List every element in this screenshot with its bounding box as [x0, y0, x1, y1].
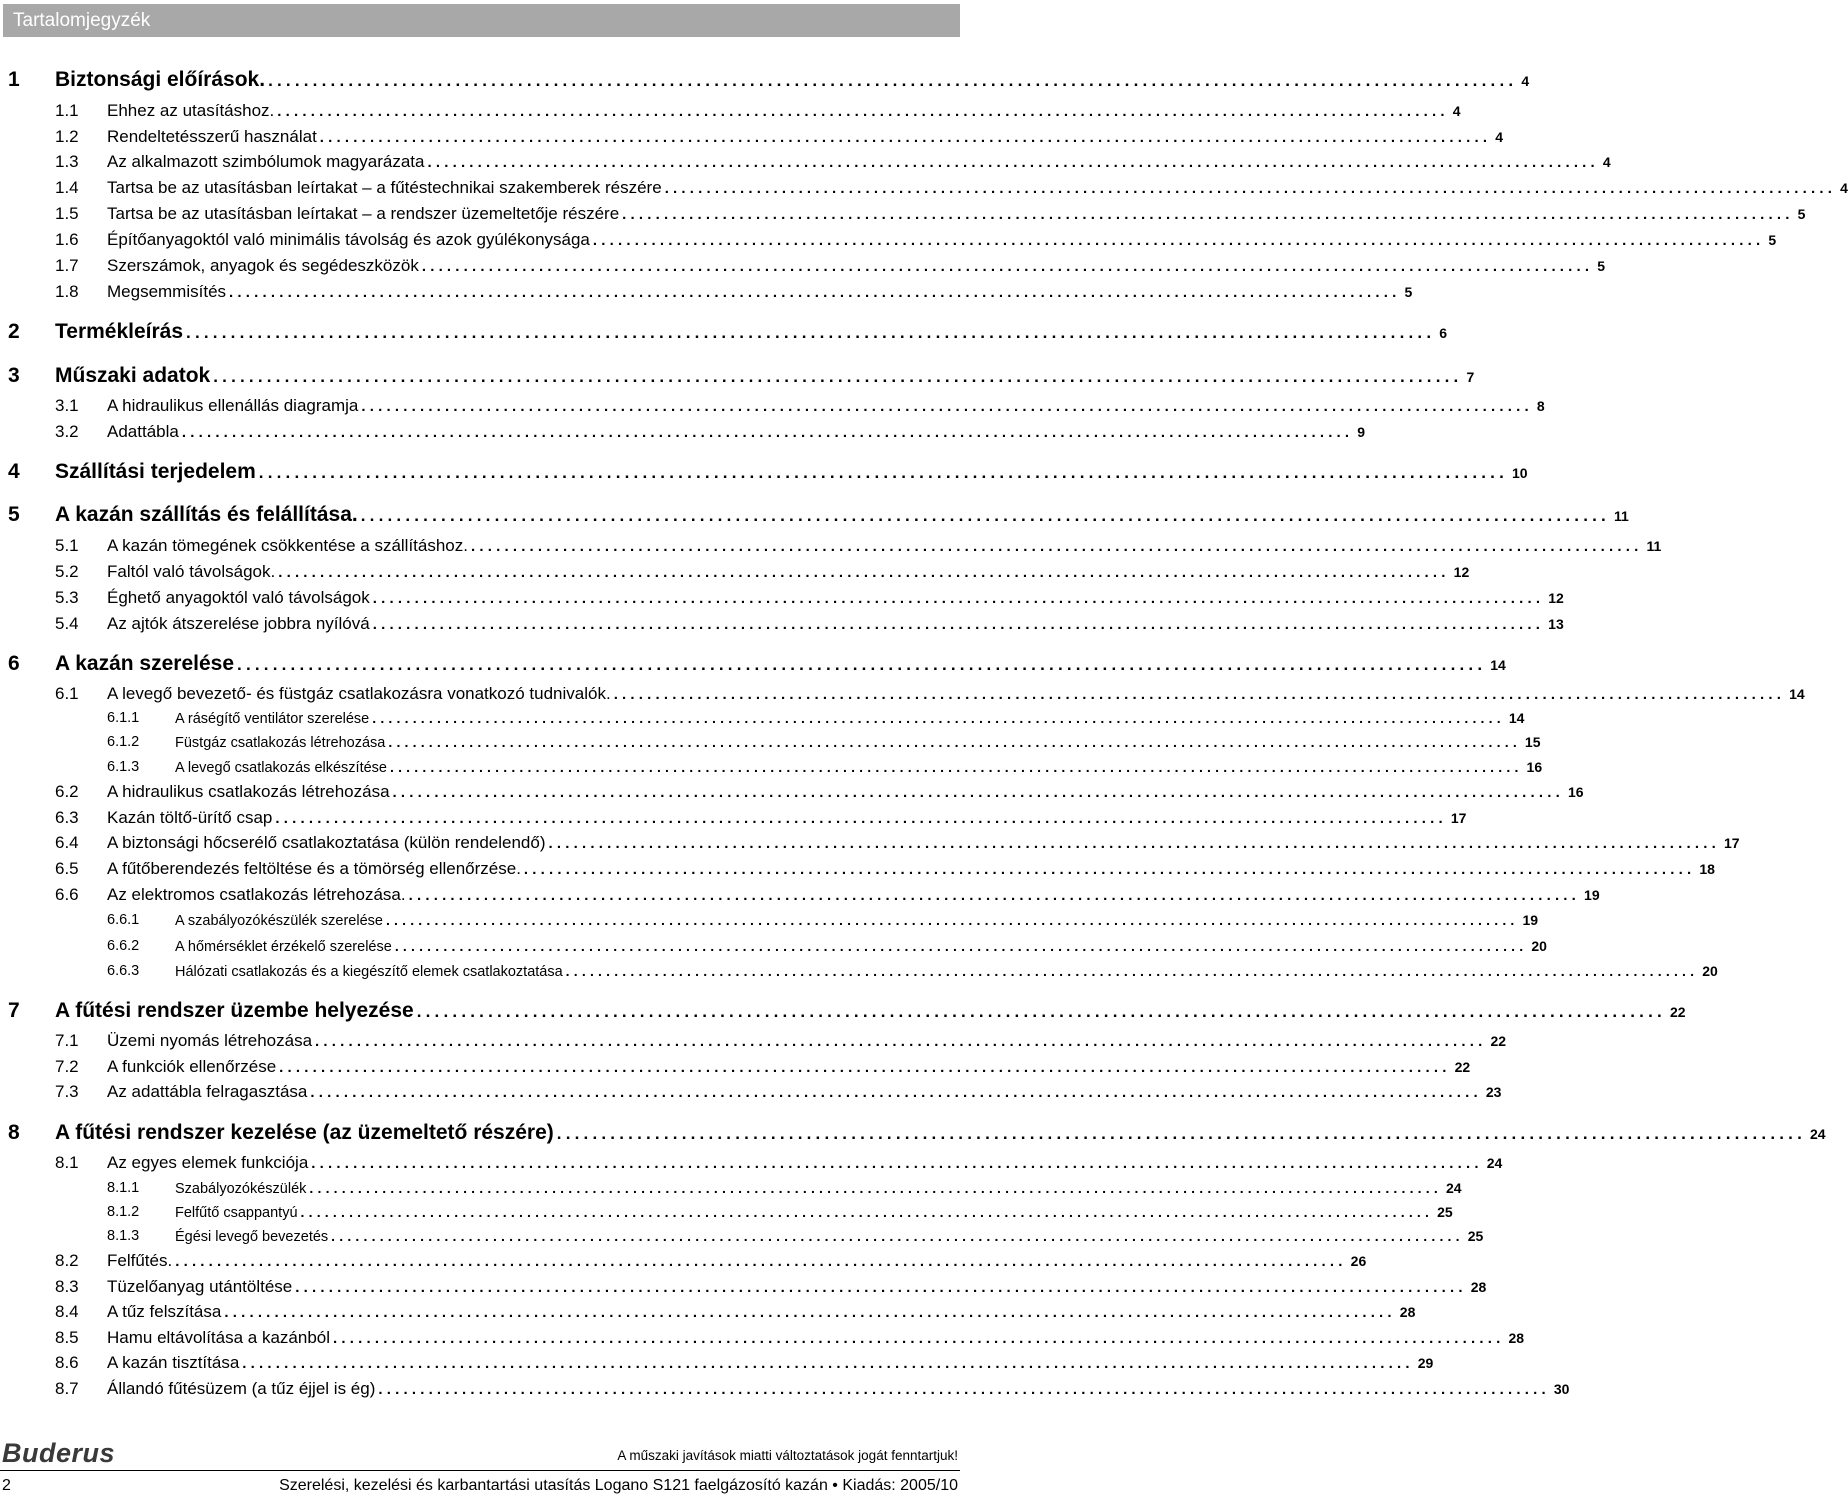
- toc-entry-page: 30: [1553, 1381, 1570, 1397]
- toc-entry-number: 6.1.2: [107, 734, 140, 750]
- toc-entry-title: A ráségítő ventilátor szerelése: [175, 711, 370, 727]
- toc-entry-number: 8.2: [55, 1251, 79, 1270]
- toc-entry[interactable]: [0, 1379, 1570, 1401]
- toc-entry[interactable]: [0, 282, 1413, 304]
- dot-leader: ............................................................................................................................................: [315, 1033, 1487, 1050]
- dot-leader: ............................................................................................................................................: [378, 1381, 1550, 1398]
- toc-entry-title: A biztonsági hőcserélő csatlakoztatása (külön rendelendő): [107, 833, 546, 852]
- footer-note: A műszaki javítások miatti változtatások jogát fenntartjuk!: [617, 1448, 958, 1463]
- toc-entry-title: A kazán szerelése: [55, 652, 235, 675]
- toc-entry-page: 17: [1450, 810, 1467, 826]
- toc-entry-number: 1.5: [55, 204, 79, 223]
- dot-leader: ............................................................................................................................................: [408, 887, 1581, 904]
- toc-entry[interactable]: [0, 152, 1611, 174]
- toc-entry-title: Füstgáz csatlakozás létrehozása: [175, 735, 386, 751]
- toc-entry-page: 22: [1490, 1033, 1507, 1049]
- toc-entry[interactable]: [0, 1121, 1826, 1147]
- toc-entry-number: 7.1: [55, 1031, 79, 1050]
- toc-entry-page: 22: [1669, 1004, 1686, 1020]
- toc-entry-title: A kazán szállítás és felállítása.: [55, 503, 358, 526]
- toc-entry[interactable]: [0, 1057, 1471, 1079]
- toc-entry[interactable]: [0, 859, 1715, 881]
- toc-entry-title: Ehhez az utasításhoz.: [107, 101, 275, 120]
- dot-leader: ............................................................................................................................................: [361, 398, 1533, 415]
- toc-entry[interactable]: [0, 885, 1600, 907]
- toc-entry-page: 4: [1452, 103, 1461, 119]
- dot-leader: ............................................................................................................................................: [319, 129, 1492, 146]
- toc-entry-title: A funkciók ellenőrzése: [107, 1057, 277, 1076]
- toc-entry-title: Hamu eltávolítása a kazánból: [107, 1328, 331, 1347]
- toc-entry-title: A levegő bevezető- és füstgáz csatlakozásra vonatkozó tudnivalók.: [107, 684, 611, 703]
- dot-leader: ............................................................................................................................................: [309, 1180, 1442, 1196]
- toc-entry-page: 5: [1597, 258, 1606, 274]
- toc-entry-page: 6: [1439, 325, 1448, 341]
- toc-entry-title: A kazán tömegének csökkentése a szállításhoz.: [107, 536, 468, 555]
- toc-entry-number: 1.6: [55, 230, 79, 249]
- dot-leader: ............................................................................................................................................: [279, 1059, 1451, 1076]
- toc-entry-page: 4: [1495, 129, 1504, 145]
- dot-leader: ............................................................................................................................................: [372, 710, 1505, 726]
- toc-entry-number: 5.2: [55, 562, 79, 581]
- toc-entry[interactable]: [0, 588, 1564, 610]
- toc-entry-number: 8.4: [55, 1302, 79, 1321]
- dot-leader: ............................................................................................................................................: [385, 912, 1519, 928]
- dot-leader: ............................................................................................................................................: [372, 590, 1545, 607]
- toc-entry-title: Adattábla: [107, 422, 179, 441]
- dot-leader: ............................................................................................................................................: [664, 180, 1837, 197]
- dot-leader: ............................................................................................................................................: [237, 655, 1487, 674]
- toc-entry-page: 28: [1508, 1330, 1525, 1346]
- toc-entry-number: 6.4: [55, 833, 79, 852]
- toc-entry-page: 12: [1453, 564, 1470, 580]
- toc-entry-page: 22: [1454, 1059, 1471, 1075]
- toc-entry-page: 16: [1526, 759, 1543, 775]
- toc-entry[interactable]: [0, 460, 1528, 486]
- dot-leader: ............................................................................................................................................: [470, 538, 1643, 555]
- toc-entry-page: 23: [1485, 1084, 1502, 1100]
- header-bar: [3, 4, 960, 37]
- toc-entry-title: Az ajtók átszerelése jobbra nyílóvá: [107, 614, 370, 633]
- footer-divider: [0, 1470, 960, 1471]
- toc-entry-title: Műszaki adatok: [55, 364, 211, 387]
- toc-entry-number: 4: [8, 460, 20, 483]
- dot-leader: ............................................................................................................................................: [360, 506, 1610, 525]
- toc-entry[interactable]: [0, 684, 1805, 706]
- toc-entry-number: 3.1: [55, 396, 79, 415]
- toc-entry-number: 5.4: [55, 614, 79, 633]
- toc-entry-title: Felfűtés.: [107, 1251, 173, 1270]
- toc-entry[interactable]: [0, 127, 1504, 149]
- toc-entry-number: 1.3: [55, 152, 79, 171]
- toc-entry-title: Biztonsági előírások.: [55, 68, 266, 91]
- toc-entry-number: 1.2: [55, 127, 79, 146]
- toc-entry-page: 16: [1568, 784, 1584, 800]
- toc-entry[interactable]: [0, 503, 1629, 529]
- toc-entry-page: 14: [1508, 710, 1525, 726]
- buderus-logo: Buderus: [2, 1438, 116, 1468]
- toc-entry[interactable]: [0, 1328, 1525, 1350]
- dot-leader: ............................................................................................................................................: [295, 1279, 1467, 1296]
- dot-leader: ............................................................................................................................................: [213, 367, 1463, 386]
- toc-entry-number: 8.5: [55, 1328, 79, 1347]
- toc-entry[interactable]: [0, 1204, 1453, 1226]
- toc-entry-number: 6.1.1: [107, 710, 140, 726]
- toc-entry-page: 15: [1524, 734, 1541, 750]
- toc-entry[interactable]: [0, 1302, 1416, 1324]
- toc-entry-number: 8.1.1: [107, 1180, 140, 1196]
- toc-entry-page: 8: [1536, 398, 1545, 414]
- toc-entry-page: 29: [1417, 1355, 1434, 1371]
- dot-leader: ............................................................................................................................................: [275, 810, 1447, 827]
- toc-entry-page: 28: [1470, 1279, 1487, 1295]
- toc-entry-page: 24: [1486, 1155, 1503, 1171]
- toc-entry-title: Az adattábla felragasztása: [107, 1082, 308, 1101]
- toc-entry-page: 25: [1467, 1228, 1484, 1244]
- toc-entry-page: 24: [1445, 1180, 1462, 1196]
- toc-entry-number: 6.6.3: [107, 963, 140, 979]
- dot-leader: ............................................................................................................................................: [592, 232, 1765, 249]
- dot-leader: ............................................................................................................................................: [277, 103, 1449, 120]
- toc-entry-number: 7: [8, 999, 20, 1022]
- dot-leader: ............................................................................................................................................: [388, 734, 1521, 750]
- toc-entry[interactable]: [0, 178, 1848, 200]
- dot-leader: ............................................................................................................................................: [523, 861, 1696, 878]
- dot-leader: ............................................................................................................................................: [622, 206, 1794, 223]
- toc-entry-number: 3: [8, 364, 20, 387]
- toc-entry-title: A levegő csatlakozás elkészítése: [175, 760, 387, 776]
- toc-entry-title: A fűtési rendszer kezelése (az üzemeltető részére): [55, 1121, 554, 1144]
- toc-entry-number: 5.1: [55, 536, 79, 555]
- toc-entry-number: 6.6: [55, 885, 79, 904]
- toc-entry[interactable]: [0, 710, 1525, 732]
- toc-entry-title: Az elektromos csatlakozás létrehozása.: [107, 885, 406, 904]
- dot-leader: ............................................................................................................................................: [268, 71, 1518, 90]
- toc-entry-page: 18: [1699, 861, 1715, 877]
- toc-entry[interactable]: [0, 614, 1564, 636]
- toc-entry-title: A kazán tisztítása: [107, 1353, 240, 1372]
- toc-entry[interactable]: [0, 256, 1606, 278]
- toc-entry-page: 4: [1602, 154, 1611, 170]
- toc-entry-title: A hőmérséklet érzékelő szerelése: [175, 939, 392, 955]
- toc-entry-number: 3.2: [55, 422, 79, 441]
- toc-entry-title: Szerszámok, anyagok és segédeszközök: [107, 256, 419, 275]
- toc-entry-number: 8.1.3: [107, 1228, 140, 1244]
- dot-leader: ............................................................................................................................................: [278, 564, 1450, 581]
- toc-entry-page: 20: [1702, 963, 1718, 979]
- dot-leader: ............................................................................................................................................: [613, 686, 1786, 703]
- toc-entry[interactable]: [0, 734, 1541, 756]
- toc-entry-title: Hálózati csatlakozás és a kiegészítő elemek csatlakoztatása: [175, 964, 563, 980]
- toc-entry-title: Tartsa be az utasításban leírtakat – a fűtéstechnikai szakemberek részére: [107, 178, 662, 197]
- toc-entry-number: 1.4: [55, 178, 79, 197]
- toc-entry-page: 4: [1521, 73, 1530, 89]
- toc-entry-title: Az alkalmazott szimbólumok magyarázata: [107, 152, 425, 171]
- dot-leader: ............................................................................................................................................: [394, 938, 1528, 954]
- toc-entry-page: 20: [1531, 938, 1547, 954]
- toc-entry-number: 7.2: [55, 1057, 79, 1076]
- toc-entry-page: 11: [1646, 538, 1662, 554]
- toc-entry-title: Tüzelőanyag utántöltése: [107, 1277, 293, 1296]
- toc-entry-page: 14: [1490, 657, 1506, 673]
- dot-leader: ............................................................................................................................................: [224, 1304, 1396, 1321]
- toc-entry[interactable]: [0, 652, 1506, 678]
- toc-entry-page: 17: [1723, 835, 1740, 851]
- toc-entry[interactable]: [0, 320, 1448, 346]
- dot-leader: ............................................................................................................................................: [565, 963, 1699, 979]
- toc-entry-title: Faltól való távolságok.: [107, 562, 276, 581]
- toc-entry[interactable]: [0, 364, 1475, 390]
- toc-entry-number: 8.7: [55, 1379, 79, 1398]
- toc-entry[interactable]: [0, 204, 1806, 226]
- toc-entry-title: Kazán töltő-ürítő csap: [107, 808, 273, 827]
- dot-leader: ............................................................................................................................................: [181, 424, 1354, 441]
- toc-entry[interactable]: [0, 963, 1718, 985]
- toc-entry-page: 26: [1350, 1253, 1367, 1269]
- toc-entry-title: A fűtőberendezés feltöltése és a tömörség ellenőrzése.: [107, 859, 521, 878]
- toc-entry-number: 6.1.3: [107, 759, 140, 775]
- toc-entry-title: Felfűtő csappantyú: [175, 1205, 298, 1221]
- dot-leader: ............................................................................................................................................: [333, 1330, 1505, 1347]
- toc-entry-title: Termékleírás: [55, 320, 184, 343]
- toc-entry-title: Üzemi nyomás létrehozása: [107, 1031, 313, 1050]
- toc-entry[interactable]: [0, 833, 1740, 855]
- toc-entry[interactable]: [0, 808, 1467, 830]
- toc-entry[interactable]: [0, 999, 1686, 1025]
- toc-entry-page: 7: [1466, 369, 1475, 385]
- toc-entry-page: 14: [1789, 686, 1805, 702]
- toc-entry[interactable]: [0, 101, 1461, 123]
- toc-entry-number: 8.1.2: [107, 1204, 140, 1220]
- toc-entry[interactable]: [0, 422, 1366, 444]
- toc-entry-title: A fűtési rendszer üzembe helyezése: [55, 999, 414, 1022]
- dot-leader: ............................................................................................................................................: [175, 1253, 1347, 1270]
- toc-entry[interactable]: [0, 759, 1543, 781]
- dot-leader: ............................................................................................................................................: [548, 835, 1720, 852]
- toc-entry-page: 5: [1768, 232, 1777, 248]
- toc-entry-number: 6.5: [55, 859, 79, 878]
- toc-entry-page: 19: [1522, 912, 1539, 928]
- toc-entry-title: A hidraulikus ellenállás diagramja: [107, 396, 359, 415]
- dot-leader: ............................................................................................................................................: [186, 323, 1436, 342]
- toc-entry-page: 10: [1512, 465, 1528, 481]
- dot-leader: ............................................................................................................................................: [258, 463, 1509, 482]
- toc-entry-number: 8: [8, 1121, 20, 1144]
- toc-entry-title: A szabályozókészülék szerelése: [175, 913, 383, 929]
- toc-entry-page: 25: [1437, 1204, 1453, 1220]
- toc-entry-page: 9: [1357, 424, 1366, 440]
- toc-entry-number: 6.3: [55, 808, 79, 827]
- toc-entry[interactable]: [0, 1228, 1484, 1250]
- toc-entry[interactable]: [0, 782, 1584, 804]
- dot-leader: ............................................................................................................................................: [242, 1355, 1414, 1372]
- toc-entry-number: 6.1: [55, 684, 79, 703]
- toc-entry[interactable]: [0, 1251, 1367, 1273]
- toc-entry-title: A tűz felszítása: [107, 1302, 222, 1321]
- toc-entry-number: 8.3: [55, 1277, 79, 1296]
- toc-entry-page: 28: [1399, 1304, 1416, 1320]
- toc-entry[interactable]: [0, 536, 1662, 558]
- document-title: Szerelési, kezelési és karbantartási utasítás Logano S121 faelgázosító kazán • Kiadás: 2005/10: [279, 1477, 958, 1494]
- page-number: 2: [2, 1477, 11, 1494]
- dot-leader: ............................................................................................................................................: [416, 1002, 1666, 1021]
- toc-entry[interactable]: [0, 1180, 1462, 1202]
- toc-entry-number: 1.1: [55, 101, 79, 120]
- toc-entry-number: 6.6.1: [107, 912, 140, 928]
- dot-leader: ............................................................................................................................................: [311, 1155, 1483, 1172]
- toc-entry-title: Megsemmisítés: [107, 282, 227, 301]
- dot-leader: ............................................................................................................................................: [427, 154, 1599, 171]
- dot-leader: ............................................................................................................................................: [331, 1228, 1464, 1244]
- toc-entry-title: Szabályozókészülék: [175, 1181, 307, 1197]
- toc-entry[interactable]: [0, 1353, 1434, 1375]
- toc-entry-page: 24: [1810, 1126, 1826, 1142]
- dot-leader: ............................................................................................................................................: [389, 759, 1523, 775]
- toc-entry[interactable]: [0, 912, 1539, 934]
- toc-entry-number: 6.6.2: [107, 938, 140, 954]
- toc-entry-page: 13: [1548, 616, 1564, 632]
- toc-entry-number: 5.3: [55, 588, 79, 607]
- toc-entry[interactable]: [0, 938, 1547, 960]
- toc-entry-title: Építőanyagoktól való minimális távolság és azok gyúlékonysága: [107, 230, 590, 249]
- toc-entry-title: Az egyes elemek funkciója: [107, 1153, 309, 1172]
- toc-entry[interactable]: [0, 1031, 1507, 1053]
- toc-entry-title: Tartsa be az utasításban leírtakat – a rendszer üzemeltetője részére: [107, 204, 620, 223]
- dot-leader: ............................................................................................................................................: [556, 1124, 1807, 1143]
- toc-entry-title: Rendeltetésszerű használat: [107, 127, 317, 146]
- toc-entry[interactable]: [0, 230, 1777, 252]
- toc-entry-number: 2: [8, 320, 20, 343]
- toc-entry-title: Éghető anyagoktól való távolságok: [107, 588, 370, 607]
- toc-entry-number: 6.2: [55, 782, 79, 801]
- toc-entry-page: 4: [1840, 180, 1848, 196]
- toc-entry-title: Állandó fűtésüzem (a tűz éjjel is ég): [107, 1379, 376, 1398]
- dot-leader: ............................................................................................................................................: [310, 1084, 1482, 1101]
- toc-entry-number: 8.6: [55, 1353, 79, 1372]
- toc-entry-page: 12: [1548, 590, 1564, 606]
- toc-entry-number: 5: [8, 503, 20, 526]
- dot-leader: ............................................................................................................................................: [229, 284, 1401, 301]
- toc-entry-title: Szállítási terjedelem: [55, 460, 256, 483]
- dot-leader: ............................................................................................................................................: [300, 1204, 1434, 1220]
- dot-leader: ............................................................................................................................................: [421, 258, 1594, 275]
- toc-entry-number: 7.3: [55, 1082, 79, 1101]
- toc-entry[interactable]: [0, 562, 1470, 584]
- toc-entry-title: Égési levegő bevezetés: [175, 1229, 329, 1245]
- toc-entry[interactable]: [0, 68, 1530, 94]
- toc-entry-number: 1.7: [55, 256, 79, 275]
- toc-entry-number: 6: [8, 652, 20, 675]
- toc-entry-title: A hidraulikus csatlakozás létrehozása: [107, 782, 390, 801]
- toc-entry-page: 11: [1613, 508, 1629, 524]
- toc-entry-page: 19: [1584, 887, 1600, 903]
- toc-entry[interactable]: [0, 396, 1545, 418]
- page-title: Tartalomjegyzék: [13, 10, 151, 31]
- dot-leader: ............................................................................................................................................: [392, 784, 1564, 801]
- toc-entry-page: 5: [1404, 284, 1413, 300]
- toc-entry[interactable]: [0, 1153, 1503, 1175]
- toc-entry-number: 1.8: [55, 282, 79, 301]
- toc-entry[interactable]: [0, 1277, 1487, 1299]
- toc-entry-number: 1: [8, 68, 20, 91]
- dot-leader: ............................................................................................................................................: [372, 616, 1545, 633]
- toc-entry[interactable]: [0, 1082, 1502, 1104]
- toc-entry-number: 8.1: [55, 1153, 79, 1172]
- toc-entry-page: 5: [1797, 206, 1806, 222]
